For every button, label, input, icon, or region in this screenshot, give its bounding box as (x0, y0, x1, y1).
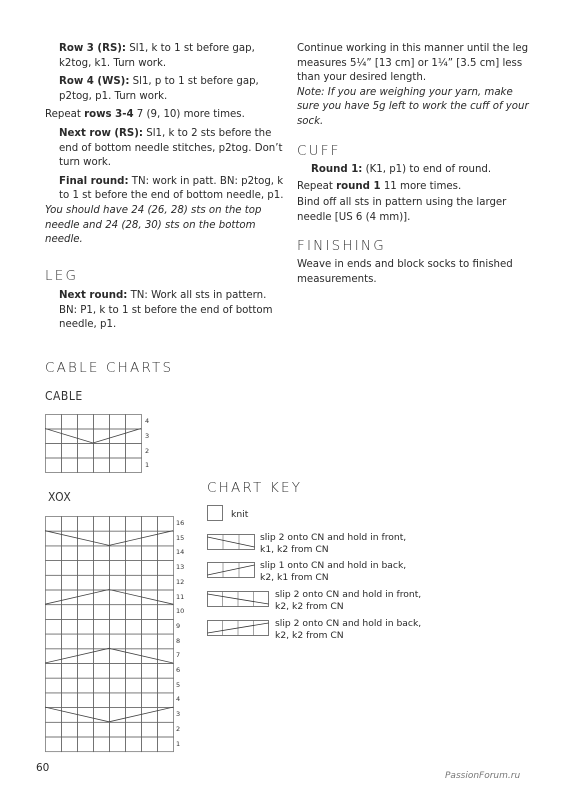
xox-cross-row11 (45, 590, 173, 605)
repeat-rows-instruction (45, 108, 285, 123)
chart-cell (110, 561, 126, 576)
xox-row-2: 2 (176, 724, 181, 733)
chart-cell (46, 664, 62, 679)
chart-cell (78, 546, 94, 561)
chart-cell (78, 458, 94, 473)
stitch-count-note: You should have 24 (26, 28) sts on the top needle and 24 (28, 30) sts on the bottom needle. (45, 204, 262, 246)
xox-row-1: 1 (176, 739, 181, 748)
chart-cell (110, 634, 126, 649)
cable-cross-line-left (45, 429, 93, 444)
chart-cell (158, 619, 174, 634)
final-round-label: Final round: (59, 175, 129, 187)
cable-row-1: 1 (145, 461, 150, 469)
cable-4st-back-icon (207, 620, 269, 636)
chart-cell (78, 678, 94, 693)
chart-cell (142, 722, 158, 737)
repeat-post: 7 (9, 10) more times. (133, 109, 245, 121)
key-knit-label: knit (231, 509, 249, 520)
next-row-instruction (45, 127, 285, 171)
round1-instruction (297, 163, 532, 178)
chart-cell (94, 561, 110, 576)
chart-cell (46, 708, 62, 723)
chart-cell (110, 693, 126, 708)
xox-cross-row15 (45, 531, 173, 546)
chart-cell (46, 737, 62, 752)
cuff-heading: CUFF (297, 143, 341, 159)
xox-row-3: 3 (176, 710, 181, 719)
row4-instruction (45, 75, 285, 104)
repeat-bold: rows 3-4 (84, 109, 134, 121)
key-item-3-line2: k2, k1 from CN (260, 571, 329, 583)
chart-cell (158, 737, 174, 752)
chart-cell (110, 458, 126, 473)
chart-cell (126, 693, 142, 708)
repeat-round-post: 11 more times. (380, 180, 462, 192)
chart-cell (62, 575, 78, 590)
chart-cell (158, 605, 174, 620)
row3-text: Sl1, k to 1 st before gap, k2tog, k1. Turn work. (59, 43, 255, 69)
chart-cell (62, 737, 78, 752)
chart-cell (62, 664, 78, 679)
chart-cell (126, 634, 142, 649)
chart-cell (94, 575, 110, 590)
chart-key-heading: CHART KEY (207, 480, 303, 496)
chart-cell (78, 619, 94, 634)
chart-cell (78, 575, 94, 590)
row4-label: Row 4 (WS): (59, 76, 130, 88)
key-item-2-line1: slip 2 onto CN and hold in front, (260, 532, 407, 543)
chart-cell (110, 605, 126, 620)
chart-cell (126, 517, 142, 532)
chart-cell (142, 737, 158, 752)
chart-cell (46, 693, 62, 708)
chart-cell (62, 678, 78, 693)
chart-cell (126, 737, 142, 752)
chart-cell (46, 619, 62, 634)
chart-cell (142, 678, 158, 693)
final-round-instruction (45, 175, 285, 204)
chart-cell (126, 561, 142, 576)
chart-cell (94, 664, 110, 679)
xox-row-9: 9 (176, 621, 181, 630)
chart-cell (94, 634, 110, 649)
chart-cell (78, 429, 94, 444)
chart-cell (78, 664, 94, 679)
chart-cell (126, 664, 142, 679)
leg-label: Next round: (59, 290, 128, 301)
chart-cell (126, 678, 142, 693)
chart-cell (142, 546, 158, 561)
cable-3st-back-icon (207, 562, 255, 578)
cuff-section (297, 163, 532, 225)
chart-cell (158, 664, 174, 679)
chart-cell (142, 605, 158, 620)
chart-cell (46, 575, 62, 590)
chart-cell (158, 517, 174, 532)
cable-3st-front-icon (207, 534, 255, 550)
xox-row-15: 15 (176, 533, 185, 542)
chart-cell (78, 634, 94, 649)
xox-row-12: 12 (176, 577, 185, 586)
chart-cell (142, 664, 158, 679)
chart-cell (46, 531, 62, 546)
final-round-text: TN: work in patt. BN: p2tog, k to 1 st before the end of bottom needle, p1. (59, 175, 284, 202)
chart-cell (158, 575, 174, 590)
chart-cell (62, 517, 78, 532)
key-item-5-line2: k2, k2 from CN (275, 629, 344, 641)
row3-label: Row 3 (RS): (59, 43, 127, 54)
chart-cell (110, 517, 126, 532)
left-column (45, 42, 285, 248)
chart-cell (142, 561, 158, 576)
row4-text: Sl1, p to 1 st before gap, p2tog, p1. Turn work. (59, 76, 259, 102)
leg-section (45, 289, 280, 333)
round1-label: Round 1: (311, 164, 363, 175)
chart-cell (78, 737, 94, 752)
chart-cell (142, 693, 158, 708)
knit-symbol-icon (207, 505, 223, 521)
chart-cell (94, 693, 110, 708)
chart-cell (94, 415, 110, 430)
chart-cell (110, 664, 126, 679)
chart-cell (46, 634, 62, 649)
chart-cell (126, 444, 142, 459)
chart-cell (126, 605, 142, 620)
chart-cell (142, 619, 158, 634)
chart-cell (110, 737, 126, 752)
chart-cell (78, 649, 94, 664)
chart-cell (62, 458, 78, 473)
chart-cell (78, 605, 94, 620)
chart-cell (110, 619, 126, 634)
leg-heading: LEG (45, 268, 79, 284)
xox-chart-title: XOX (48, 490, 72, 504)
chart-cell (46, 517, 62, 532)
chart-cell (62, 531, 78, 546)
chart-cell (110, 444, 126, 459)
chart-cell (46, 722, 62, 737)
cable-4st-front-icon (207, 591, 269, 607)
chart-cell (110, 722, 126, 737)
chart-cell (158, 634, 174, 649)
chart-cell (126, 649, 142, 664)
chart-cell (94, 444, 110, 459)
chart-cell (158, 722, 174, 737)
chart-cell (158, 546, 174, 561)
chart-cell (126, 415, 142, 430)
chart-cell (62, 605, 78, 620)
chart-cell (62, 722, 78, 737)
chart-cell (46, 415, 62, 430)
continue-text: Continue working in this manner until the leg measures 5¼” [13 cm] or 1¼” [3.5 cm] less than your desired length. (297, 43, 529, 84)
chart-cell (110, 649, 126, 664)
chart-cell (78, 561, 94, 576)
chart-cell (46, 444, 62, 459)
chart-cell (62, 619, 78, 634)
chart-cell (126, 590, 142, 605)
row3-instruction (45, 42, 285, 71)
chart-cell (158, 561, 174, 576)
chart-cell (78, 444, 94, 459)
repeat-pre: Repeat (45, 109, 85, 121)
cable-charts-heading: CABLE CHARTS (45, 360, 174, 376)
chart-cell (46, 678, 62, 693)
cable-row-4: 4 (145, 417, 150, 425)
next-row-label: Next row (RS): (59, 127, 143, 139)
xox-row-6: 6 (176, 666, 181, 674)
xox-cross-row3 (45, 707, 173, 722)
chart-cell (94, 722, 110, 737)
chart-cell (94, 737, 110, 752)
cable-cross-line-right (93, 429, 141, 444)
yarn-note: Note: If you are weighing your yarn, make sure you have 5g left to work the cuff of your sock. (297, 86, 529, 127)
key-item-4-line2: k2, k2 from CN (275, 600, 344, 612)
right-column (297, 42, 532, 130)
key-item-5-line1: slip 2 onto CN and hold in back, (275, 618, 422, 629)
xox-row-5: 5 (176, 680, 181, 689)
leg-text: TN: Work all sts in pattern. BN: P1, k to 1 st before the end of bottom needle, p1. (59, 290, 273, 331)
page-number: 60 (36, 762, 50, 774)
chart-cell (94, 605, 110, 620)
chart-cell (78, 590, 94, 605)
finishing-section (297, 258, 532, 287)
chart-cell (142, 634, 158, 649)
chart-cell (142, 517, 158, 532)
chart-cell (126, 619, 142, 634)
chart-cell (46, 605, 62, 620)
watermark: PassionForum.ru (445, 771, 521, 781)
chart-cell (62, 546, 78, 561)
chart-cell (94, 517, 110, 532)
chart-cell (46, 546, 62, 561)
chart-cell (126, 722, 142, 737)
xox-row-14: 14 (176, 548, 185, 557)
xox-row-7: 7 (176, 651, 181, 660)
chart-cell (110, 590, 126, 605)
repeat-round-pre: Repeat (297, 180, 337, 192)
chart-cell (110, 678, 126, 693)
chart-cell (78, 415, 94, 430)
chart-cell (78, 517, 94, 532)
xox-row-8: 8 (176, 636, 181, 645)
chart-cell (126, 546, 142, 561)
chart-cell (78, 722, 94, 737)
xox-chart (45, 516, 175, 754)
cable-chart-title: CABLE (45, 389, 83, 403)
key-item-2 (260, 532, 406, 555)
chart-cell (78, 693, 94, 708)
chart-cell (126, 458, 142, 473)
key-item-4-line1: slip 2 onto CN and hold in front, (275, 589, 422, 600)
repeat-round-bold: round 1 (336, 180, 381, 192)
chart-cell (62, 693, 78, 708)
cable-row-3: 3 (145, 432, 150, 440)
key-item-4 (275, 589, 421, 612)
chart-cell (94, 619, 110, 634)
repeat-round-instruction (297, 180, 532, 195)
chart-cell (142, 708, 158, 723)
xox-row-11: 11 (176, 592, 185, 601)
chart-cell (46, 458, 62, 473)
chart-cell (62, 634, 78, 649)
chart-cell (62, 415, 78, 430)
chart-cell (158, 678, 174, 693)
chart-cell (94, 458, 110, 473)
chart-cell (142, 531, 158, 546)
round1-text: (K1, p1) to end of round. (362, 164, 492, 175)
chart-cell (110, 575, 126, 590)
key-item-3-line1: slip 1 onto CN and hold in back, (260, 560, 407, 571)
finishing-heading: FINISHING (297, 238, 386, 254)
xox-row-16: 16 (176, 519, 185, 527)
chart-cell (94, 546, 110, 561)
chart-cell (94, 429, 110, 444)
xox-row-13: 13 (176, 563, 185, 572)
leg-instruction (45, 289, 280, 333)
key-item-5 (275, 618, 421, 641)
chart-cell (46, 561, 62, 576)
chart-cell (110, 415, 126, 430)
key-item-3 (260, 560, 406, 583)
chart-cell (142, 575, 158, 590)
chart-cell (62, 561, 78, 576)
chart-cell (158, 693, 174, 708)
chart-cell (62, 444, 78, 459)
xox-row-10: 10 (176, 607, 185, 616)
chart-cell (110, 546, 126, 561)
bindoff-text: Bind off all sts in pattern using the larger needle [US 6 (4 mm)]. (297, 197, 507, 223)
chart-cell (62, 708, 78, 723)
xox-row-4: 4 (176, 695, 181, 704)
chart-cell (110, 429, 126, 444)
chart-cell (94, 678, 110, 693)
chart-cell (126, 575, 142, 590)
next-row-text: Sl1, k to 2 sts before the end of bottom needle stitches, p2tog. Don’t turn work. (59, 127, 283, 169)
xox-cross-row7 (45, 648, 173, 663)
finishing-text: Weave in ends and block socks to finished measurements. (297, 259, 513, 285)
cable-row-2: 2 (145, 447, 150, 455)
key-item-2-line2: k1, k2 from CN (260, 543, 329, 555)
